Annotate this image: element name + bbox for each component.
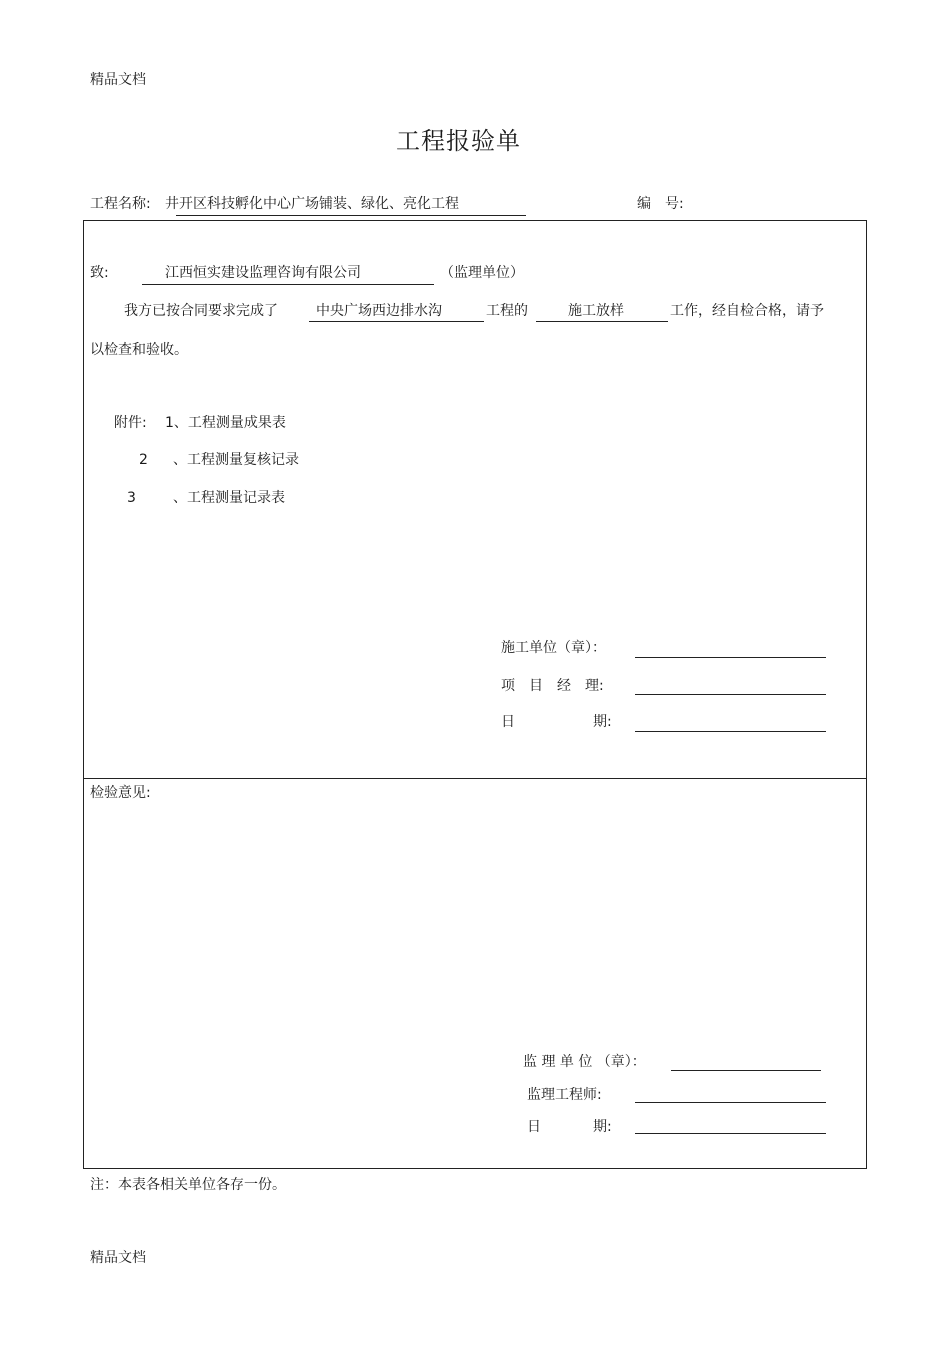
contractor-signature-line <box>635 657 826 658</box>
inspection-label: 检验意见: <box>90 785 151 801</box>
engineer-signature-line <box>635 1102 826 1103</box>
body-work-underline <box>536 321 668 322</box>
inspection-section <box>83 778 867 1169</box>
page-title: 工程报验单 <box>396 127 521 155</box>
body-suffix: 工作，经自检合格，请予 <box>670 303 824 319</box>
footnote: 注：本表各相关单位各存一份。 <box>90 1177 286 1193</box>
report-date-line <box>635 731 826 732</box>
project-name-value: 井开区科技孵化中心广场铺装、绿化、亮化工程 <box>165 196 459 212</box>
manager-signature-line <box>635 694 826 695</box>
inspection-date-label-d: 日 <box>527 1119 541 1135</box>
attachment-2-text: 、工程测量复核记录 <box>173 452 299 468</box>
attachments-label: 附件: <box>114 415 147 431</box>
to-suffix: （监理单位） <box>440 265 524 281</box>
report-date-label-q: 期: <box>593 714 612 730</box>
manager-label: 项 目 经 理: <box>501 678 604 694</box>
footer-watermark: 精品文档 <box>90 1250 146 1266</box>
to-company: 江西恒实建设监理咨询有限公司 <box>165 265 361 281</box>
attachment-3-number: 3 <box>127 490 136 506</box>
body-work: 施工放样 <box>568 303 624 319</box>
attachment-3-text: 、工程测量记录表 <box>173 490 285 506</box>
to-company-underline <box>142 284 434 285</box>
attachment-2-number: 2 <box>139 452 148 468</box>
body-prefix: 我方已按合同要求完成了 <box>124 303 278 319</box>
project-name-label: 工程名称: <box>90 196 151 212</box>
contractor-label: 施工单位（章）： <box>501 640 606 656</box>
project-name-underline <box>176 215 526 216</box>
to-label: 致: <box>90 265 109 281</box>
body-project-underline <box>309 321 484 322</box>
attachment-1: 1、工程测量成果表 <box>165 415 286 431</box>
supervisor-unit-label: 监 理 单 位 （章）： <box>523 1054 646 1070</box>
body-project: 中央广场西边排水沟 <box>316 303 442 319</box>
project-number-label: 编 号: <box>637 196 684 212</box>
report-date-label-d: 日 <box>501 714 515 730</box>
supervisor-unit-line <box>671 1070 821 1071</box>
engineer-label: 监理工程师: <box>527 1087 602 1103</box>
body-line2: 以检查和验收。 <box>90 342 188 358</box>
inspection-date-label-q: 期: <box>593 1119 612 1135</box>
inspection-date-line <box>635 1133 826 1134</box>
body-mid: 工程的 <box>486 303 528 319</box>
header-watermark: 精品文档 <box>90 72 146 88</box>
